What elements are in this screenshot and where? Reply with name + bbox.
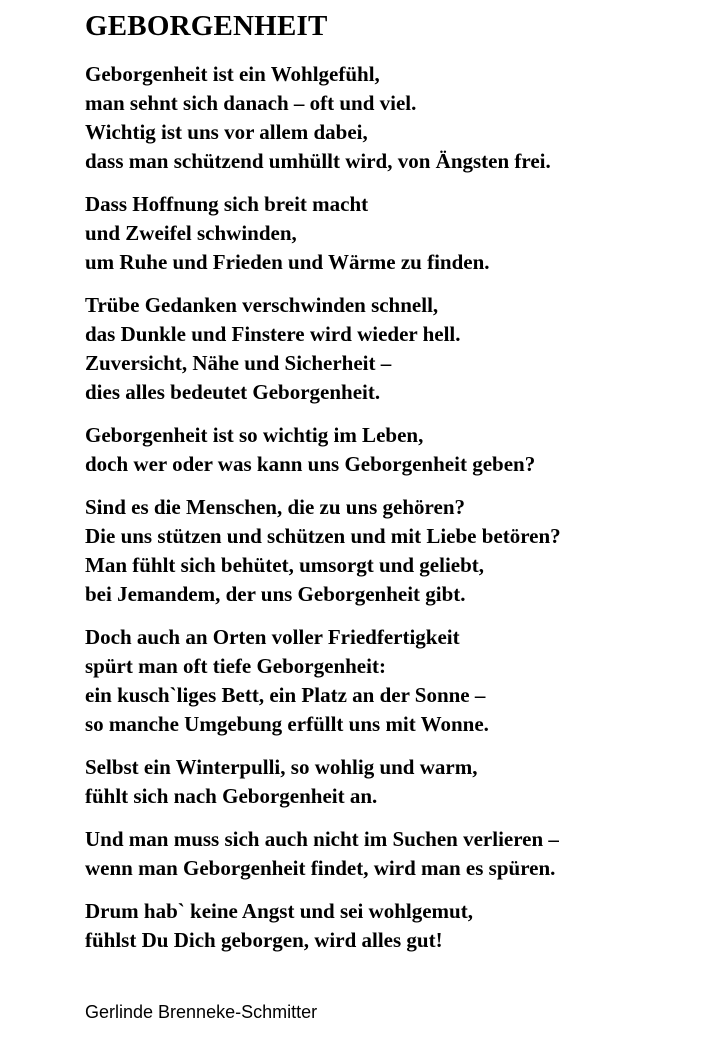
poem-line: Sind es die Menschen, die zu uns gehören? — [85, 495, 465, 519]
poem-line: fühlst Du Dich geborgen, wird alles gut! — [85, 928, 443, 952]
poem-line: Doch auch an Orten voller Friedfertigkeit — [85, 625, 460, 649]
poem-line: wenn man Geborgenheit findet, wird man es spüren. — [85, 856, 556, 880]
stanza — [85, 897, 705, 955]
poem-line: so manche Umgebung erfüllt uns mit Wonne. — [85, 712, 489, 736]
poem-line: man sehnt sich danach – oft und viel. — [85, 91, 417, 115]
poem-line: Trübe Gedanken verschwinden schnell, — [85, 293, 439, 317]
poem-line: Und man muss sich auch nicht im Suchen verlieren – — [85, 827, 559, 851]
poem-line: um Ruhe und Frieden und Wärme zu finden. — [85, 250, 490, 274]
stanza — [85, 623, 705, 739]
poem-body — [85, 60, 705, 969]
poem-line: Selbst ein Winterpulli, so wohlig und warm, — [85, 755, 478, 779]
poem-line: und Zweifel schwinden, — [85, 221, 297, 245]
poem-line: fühlt sich nach Geborgenheit an. — [85, 784, 378, 808]
poem-line: doch wer oder was kann uns Geborgenheit geben? — [85, 452, 536, 476]
poem-line: ein kusch`liges Bett, ein Platz an der Sonne – — [85, 683, 486, 707]
poem-line: Geborgenheit ist ein Wohlgefühl, — [85, 62, 380, 86]
poem-line: dass man schützend umhüllt wird, von Ängsten frei. — [85, 149, 551, 173]
poem-line: bei Jemandem, der uns Geborgenheit gibt. — [85, 582, 466, 606]
stanza — [85, 60, 705, 176]
poem-title: GEBORGENHEIT — [85, 10, 328, 42]
poem-line: Drum hab` keine Angst und sei wohlgemut, — [85, 899, 473, 923]
stanza — [85, 753, 705, 811]
poem-line: Wichtig ist uns vor allem dabei, — [85, 120, 368, 144]
poem-line: dies alles bedeutet Geborgenheit. — [85, 380, 381, 404]
poem-line: spürt man oft tiefe Geborgenheit: — [85, 654, 386, 678]
poem-line: Man fühlt sich behütet, umsorgt und geliebt, — [85, 553, 485, 577]
poem-line: das Dunkle und Finstere wird wieder hell. — [85, 322, 461, 346]
stanza — [85, 291, 705, 407]
poem-line: Geborgenheit ist so wichtig im Leben, — [85, 423, 424, 447]
stanza — [85, 493, 705, 609]
stanza — [85, 825, 705, 883]
stanza — [85, 190, 705, 277]
author-name: Gerlinde Brenneke-Schmitter — [85, 1002, 318, 1022]
poem-line: Die uns stützen und schützen und mit Liebe betören? — [85, 524, 561, 548]
stanza — [85, 421, 705, 479]
poem-line: Zuversicht, Nähe und Sicherheit – — [85, 351, 392, 375]
poem-line: Dass Hoffnung sich breit macht — [85, 192, 369, 216]
